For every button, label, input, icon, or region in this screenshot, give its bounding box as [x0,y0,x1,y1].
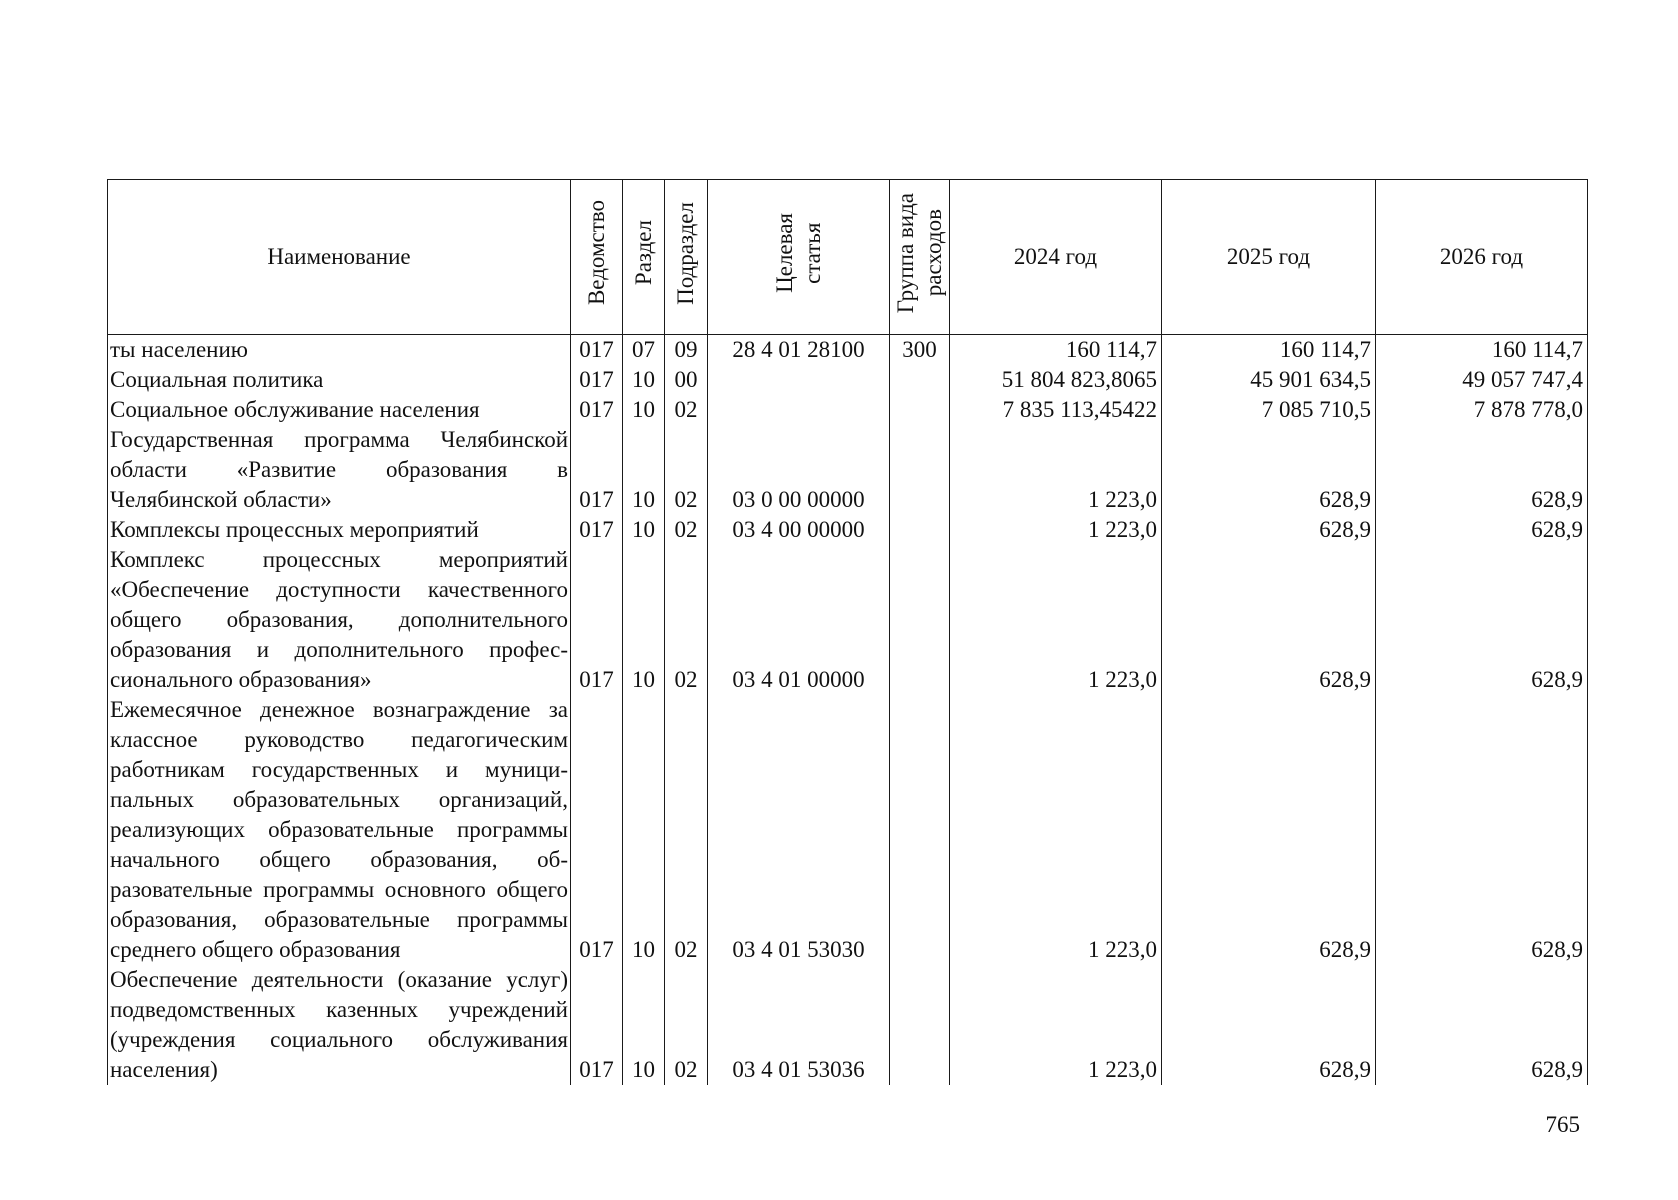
row-celevaya: 03 4 00 00000 [708,515,890,545]
row-celevaya: 03 4 01 53030 [708,695,890,965]
row-2024: 7 835 113,45422 [950,395,1162,425]
row-podrazdel: 09 [665,335,708,366]
row-vedomstvo: 017 [571,515,623,545]
row-2026: 7 878 778,0 [1376,395,1588,425]
table-row [108,965,1588,1085]
header-2025-text: 2025 год [1226,244,1311,269]
row-name: ты населению [108,335,571,366]
row-2024: 51 804 823,8065 [950,365,1162,395]
page-number: 765 [1545,1112,1580,1137]
header-gruppa-text: Группа вида расходов [892,192,946,314]
row-celevaya: 03 4 01 53036 [708,965,890,1085]
table-row [108,515,1588,545]
row-2024: 1 223,0 [950,545,1162,695]
row-2025: 628,9 [1162,545,1376,695]
row-2025: 45 901 634,5 [1162,365,1376,395]
row-name: Комплексы процессных мероприятий [108,515,571,545]
row-2026: 628,9 [1376,545,1588,695]
row-name: Обеспечение деятельности (оказание услуг) подведомственных казенных учреждений (учреждения социального обслуживания населения) [108,965,571,1085]
header-podrazdel [665,180,708,335]
table-row [108,395,1588,425]
row-celevaya [708,365,890,395]
row-podrazdel: 02 [665,695,708,965]
row-gruppa [890,395,950,425]
table-row [108,425,1588,515]
header-2026-text: 2026 год [1439,244,1524,269]
row-podrazdel: 02 [665,425,708,515]
table-row [108,545,1588,695]
header-gruppa-vida-rashodov [890,180,950,335]
row-vedomstvo: 017 [571,695,623,965]
table-header [108,180,1588,335]
header-celevaya-statya [708,180,890,335]
header-razdel [623,180,665,335]
row-2025: 628,9 [1162,515,1376,545]
row-2024: 1 223,0 [950,695,1162,965]
row-razdel: 10 [623,425,665,515]
row-2025: 7 085 710,5 [1162,395,1376,425]
row-2024: 1 223,0 [950,965,1162,1085]
row-gruppa [890,515,950,545]
table-body [108,335,1588,1086]
row-vedomstvo: 017 [571,545,623,695]
row-2025: 628,9 [1162,695,1376,965]
header-2026 [1376,180,1588,335]
row-vedomstvo: 017 [571,395,623,425]
header-2025 [1162,180,1376,335]
row-podrazdel: 00 [665,365,708,395]
row-podrazdel: 02 [665,515,708,545]
row-vedomstvo: 017 [571,335,623,366]
row-vedomstvo: 017 [571,965,623,1085]
row-podrazdel: 02 [665,395,708,425]
row-gruppa [890,425,950,515]
table-row [108,335,1588,366]
row-celevaya: 03 4 01 00000 [708,545,890,695]
row-name: Социальная политика [108,365,571,395]
row-gruppa [890,365,950,395]
row-celevaya: 03 0 00 00000 [708,425,890,515]
row-podrazdel: 02 [665,965,708,1085]
table-row [108,695,1588,965]
row-razdel: 10 [623,515,665,545]
row-razdel: 10 [623,395,665,425]
header-2024-text: 2024 год [1013,244,1098,269]
row-razdel: 10 [623,365,665,395]
budget-table [107,179,1588,1085]
row-gruppa [890,695,950,965]
row-2026: 628,9 [1376,515,1588,545]
row-name: Государственная программа Челябинской области «Развитие образования в Челябинской области» [108,425,571,515]
row-gruppa [890,965,950,1085]
row-celevaya [708,395,890,425]
header-razdel-text: Раздел [630,220,656,286]
row-2024: 1 223,0 [950,515,1162,545]
row-vedomstvo: 017 [571,425,623,515]
row-2024: 160 114,7 [950,335,1162,366]
row-name: Социальное обслуживание населения [108,395,571,425]
row-celevaya: 28 4 01 28100 [708,335,890,366]
header-podrazdel-text: Подраздел [673,201,698,305]
table-row [108,365,1588,395]
row-2024: 1 223,0 [950,425,1162,515]
row-razdel: 07 [623,335,665,366]
header-celevaya-text: Целевая статья [771,213,825,293]
header-2024 [950,180,1162,335]
row-vedomstvo: 017 [571,365,623,395]
row-2026: 49 057 747,4 [1376,365,1588,395]
row-2026: 628,9 [1376,695,1588,965]
row-2026: 160 114,7 [1376,335,1588,366]
row-gruppa: 300 [890,335,950,366]
row-2026: 628,9 [1376,965,1588,1085]
header-name-text: Наименование [267,244,411,269]
row-razdel: 10 [623,695,665,965]
row-name: Ежемесячное денежное вознаграждение за классное руководство педагогическим работникам государственных и муниципальных образовательных организаций, реализующих образовательные программы начального общего образования, образовательные программы основного общего образования, образовательные программы среднего общего образования [108,695,571,965]
row-razdel: 10 [623,965,665,1085]
row-gruppa [890,545,950,695]
row-2025: 628,9 [1162,965,1376,1085]
header-vedomstvo-text: Ведомство [583,200,609,306]
row-name: Комплекс процессных мероприятий «Обеспечение доступности качественного общего образования, дополнительного образования и дополнительного профессионального образования» [108,545,571,695]
row-razdel: 10 [623,545,665,695]
header-name [108,180,571,335]
row-2025: 628,9 [1162,425,1376,515]
row-podrazdel: 02 [665,545,708,695]
row-2026: 628,9 [1376,425,1588,515]
header-vedomstvo [571,180,623,335]
row-2025: 160 114,7 [1162,335,1376,366]
